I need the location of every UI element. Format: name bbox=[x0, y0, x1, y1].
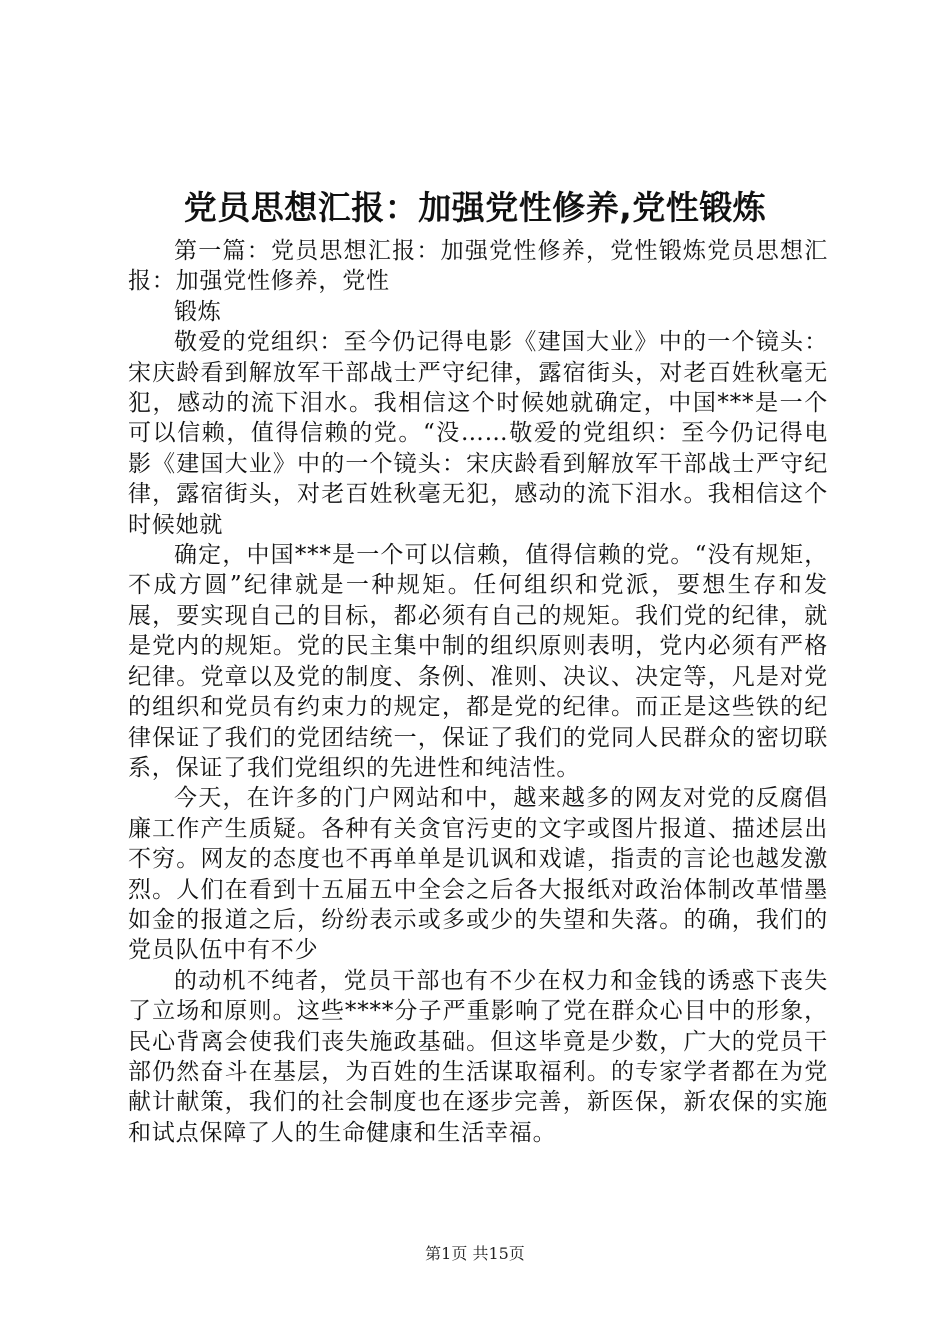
paragraph-2: 锻炼 bbox=[174, 298, 222, 325]
document-title: 党员思想汇报：加强党性修养,党性锻炼 bbox=[183, 188, 767, 227]
paragraph-4: 确定，中国***是一个可以信赖，值得信赖的党。“没有规矩，不成方圆”纪律就是一种规矩。任何组织和党派，要想生存和发展，要实现自己的目标，都必须有自己的规矩。我们党的纪律，就是党内的规矩。党的民主集中制的组织原则表明，党内必须有严格纪律。党章以及党的制度、条例、准则、决议、决定等，凡是对党的组织和党员有约束力的规定，都是党的纪律。而正是这些铁的纪律保证了我们的党团结统一，保证了我们的党同人民群众的密切联系，保证了我们党组织的先进性和纯洁性。 bbox=[128, 542, 828, 781]
paragraph-5: 今天，在许多的门户网站和中，越来越多的网友对党的反腐倡廉工作产生质疑。各种有关贪官污吏的文字或图片报道、描述层出不穷。网友的态度也不再单单是讥讽和戏谑，指责的言论也越发激烈。人们在看到十五届五中全会之后各大报纸对政治体制改革惜墨如金的报道之后，纷纷表示或多或少的失望和失落。的确，我们的党员队伍中有不少 bbox=[128, 785, 828, 964]
page-number-footer: 第1页 共15页 bbox=[425, 1244, 525, 1263]
paragraph-6: 的动机不纯者，党员干部也有不少在权力和金钱的诱惑下丧失了立场和原则。这些****分子严重影响了党在群众心目中的形象，民心背离会使我们丧失施政基础。但这毕竟是少数，广大的党员干部仍然奋斗在基层，为百姓的生活谋取福利。的专家学者都在为党献计献策，我们的社会制度也在逐步完善，新医保，新农保的实施和试点保障了人的生命健康和生活幸福。 bbox=[128, 967, 828, 1146]
paragraph-1: 第一篇：党员思想汇报：加强党性修养，党性锻炼党员思想汇报：加强党性修养，党性 bbox=[128, 238, 828, 295]
paragraph-3: 敬爱的党组织：至今仍记得电影《建国大业》中的一个镜头：宋庆龄看到解放军干部战士严守纪律，露宿街头，对老百姓秋毫无犯，感动的流下泪水。我相信这个时候她就确定，中国***是一个可以信赖，值得信赖的党。“没……敬爱的党组织：至今仍记得电影《建国大业》中的一个镜头：宋庆龄看到解放军干部战士严守纪律，露宿街头，对老百姓秋毫无犯，感动的流下泪水。我相信这个时候她就 bbox=[128, 329, 828, 538]
document-body bbox=[128, 236, 828, 1148]
